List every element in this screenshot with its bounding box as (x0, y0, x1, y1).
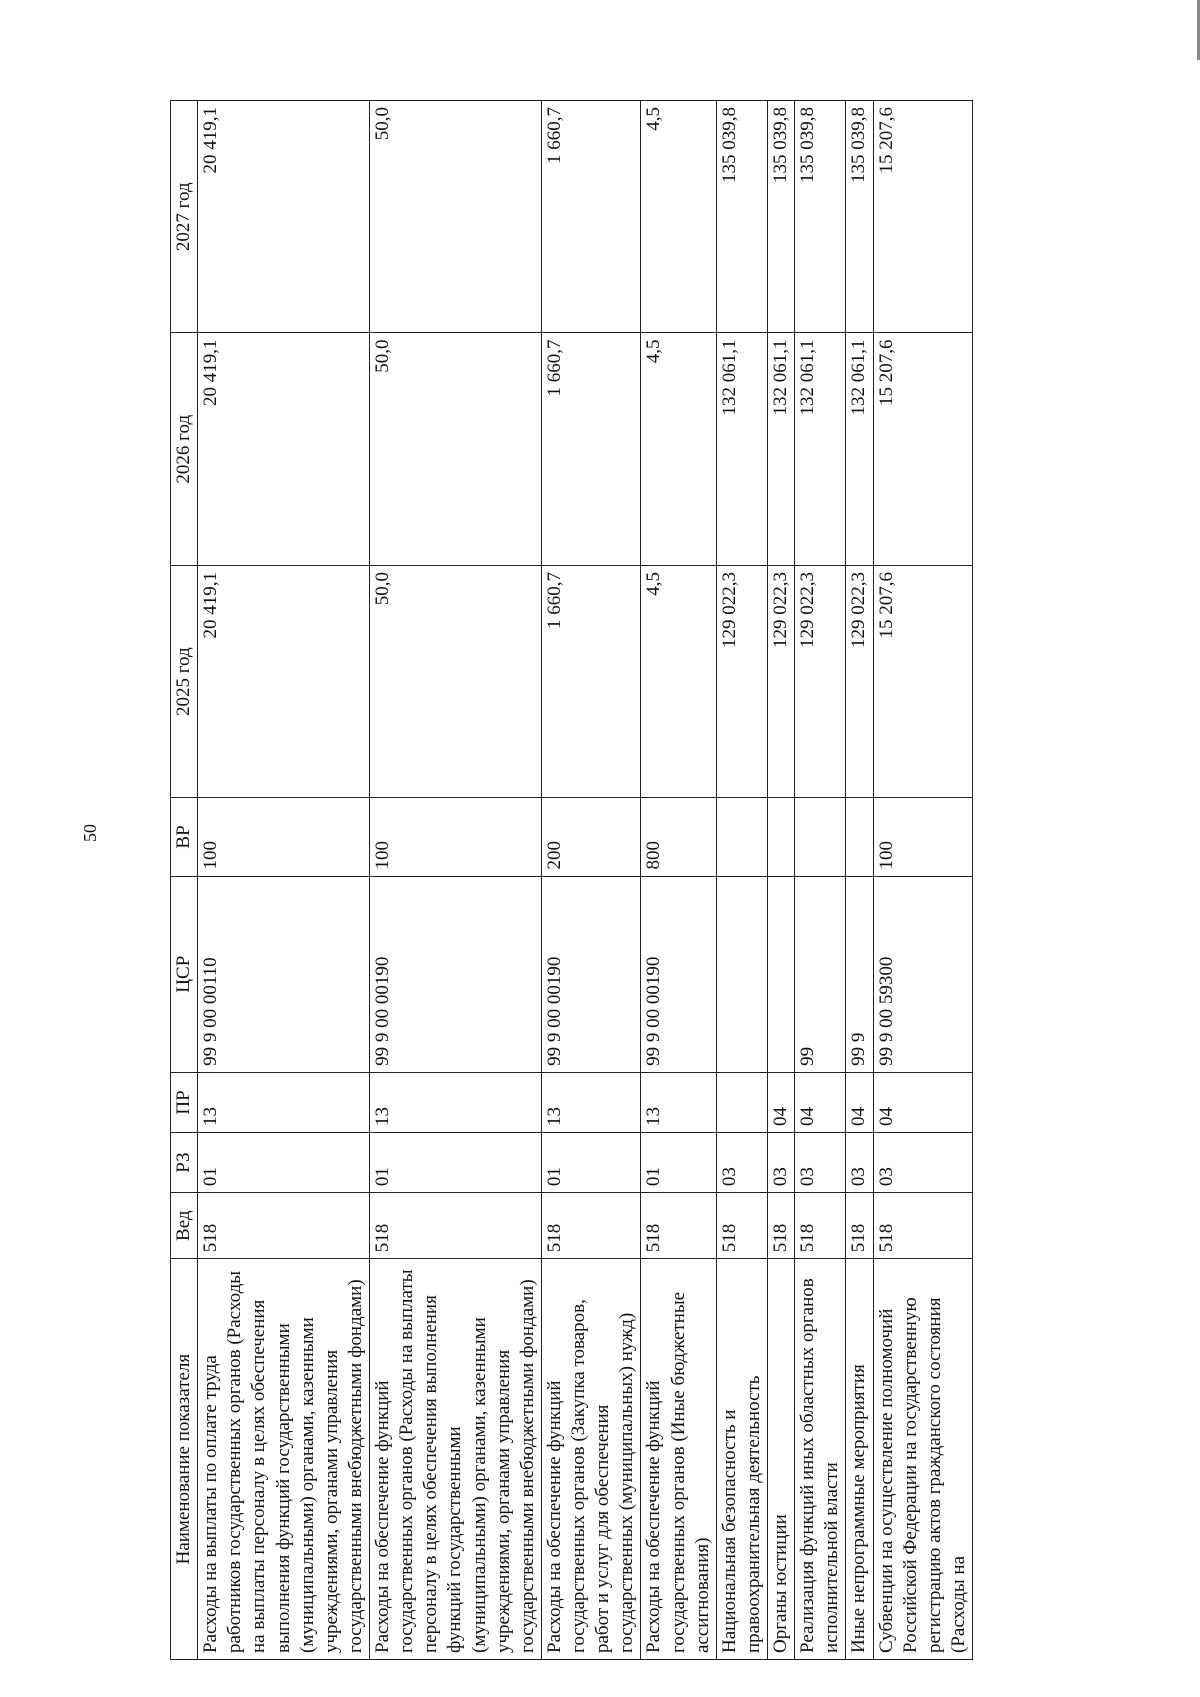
table-row (641, 101, 716, 1660)
row-rz: 03 (795, 1133, 846, 1193)
row-vr: 100 (198, 798, 370, 876)
row-name: Реализация функций иных областных органов исполнительной власти (795, 1259, 846, 1660)
row-vr (795, 798, 846, 876)
row-2027: 1 660,7 (541, 101, 641, 334)
row-pr: 04 (795, 1072, 846, 1132)
row-2026: 20 419,1 (198, 333, 370, 565)
rotated-table-container (170, 100, 1040, 1660)
header-pr: ПР (171, 1072, 198, 1132)
row-pr: 13 (370, 1072, 542, 1132)
row-ved: 518 (716, 1193, 767, 1259)
row-2027: 135 039,8 (768, 101, 795, 334)
row-name: Расходы на обеспечение функций государственных органов (Расходы на выплаты персоналу в целях обеспечения выполнения функций государственными (муниципальными) органами, казенными учреждениями, органами управления государственными внебюджетными фондами) (370, 1259, 542, 1660)
table-row (795, 101, 846, 1660)
row-ved: 518 (370, 1193, 542, 1259)
table-header-row (171, 101, 198, 1660)
row-csr: 99 9 00 00190 (541, 876, 641, 1072)
row-vr: 800 (641, 798, 716, 876)
header-2025: 2025 год (171, 565, 198, 797)
row-ved: 518 (641, 1193, 716, 1259)
row-2027: 135 039,8 (795, 101, 846, 334)
header-2027: 2027 год (171, 101, 198, 334)
row-2026: 132 061,1 (795, 333, 846, 565)
row-2027: 50,0 (370, 101, 542, 334)
row-2026: 132 061,1 (768, 333, 795, 565)
row-vr: 100 (370, 798, 542, 876)
row-2026: 4,5 (641, 333, 716, 565)
row-name: Расходы на выплаты по оплате труда работников государственных органов (Расходы на выплаты персоналу в целях обеспечения выполнения функций государственными (муниципальными) органами, казенными учреждениями, органами управления государственными внебюджетными фондами) (198, 1259, 370, 1660)
header-csr: ЦСР (171, 876, 198, 1072)
row-2027: 135 039,8 (716, 101, 767, 334)
row-2027: 4,5 (641, 101, 716, 334)
row-rz: 03 (768, 1133, 795, 1193)
row-pr: 04 (846, 1072, 873, 1132)
row-2026: 50,0 (370, 333, 542, 565)
row-pr: 13 (641, 1072, 716, 1132)
row-name: Расходы на обеспечение функций государственных органов (Закупка товаров, работ и услуг для обеспечения государственных (муниципальных) нужд) (541, 1259, 641, 1660)
table-row (541, 101, 641, 1660)
row-pr: 04 (768, 1072, 795, 1132)
row-pr: 13 (198, 1072, 370, 1132)
row-pr: 04 (873, 1072, 973, 1132)
row-name: Субвенции на осуществление полномочий Российской Федерации на государственную регистрацию актов гражданского состояния (Расходы на (873, 1259, 973, 1660)
row-2026: 15 207,6 (873, 333, 973, 565)
page-number: 50 (80, 824, 100, 842)
table-row (846, 101, 873, 1660)
row-csr: 99 9 (846, 876, 873, 1072)
row-vr: 100 (873, 798, 973, 876)
row-ved: 518 (198, 1193, 370, 1259)
header-name: Наименование показателя (171, 1259, 198, 1660)
row-csr: 99 9 00 00190 (370, 876, 542, 1072)
header-vr: ВР (171, 798, 198, 876)
row-rz: 01 (641, 1133, 716, 1193)
table-row (370, 101, 542, 1660)
row-2027: 20 419,1 (198, 101, 370, 334)
row-ved: 518 (768, 1193, 795, 1259)
table-row (768, 101, 795, 1660)
row-vr (716, 798, 767, 876)
row-2025: 129 022,3 (795, 565, 846, 797)
row-csr (768, 876, 795, 1072)
table-row (873, 101, 973, 1660)
row-csr: 99 9 00 59300 (873, 876, 973, 1072)
row-2027: 135 039,8 (846, 101, 873, 334)
row-2025: 1 660,7 (541, 565, 641, 797)
row-2025: 129 022,3 (768, 565, 795, 797)
row-2027: 15 207,6 (873, 101, 973, 334)
row-csr: 99 9 00 00110 (198, 876, 370, 1072)
row-2025: 15 207,6 (873, 565, 973, 797)
row-2025: 4,5 (641, 565, 716, 797)
row-csr: 99 9 00 00190 (641, 876, 716, 1072)
row-rz: 01 (541, 1133, 641, 1193)
table-row (716, 101, 767, 1660)
row-pr: 13 (541, 1072, 641, 1132)
row-vr (768, 798, 795, 876)
row-ved: 518 (541, 1193, 641, 1259)
row-name: Органы юстиции (768, 1259, 795, 1660)
row-rz: 03 (873, 1133, 973, 1193)
row-2026: 1 660,7 (541, 333, 641, 565)
row-2026: 132 061,1 (716, 333, 767, 565)
row-pr (716, 1072, 767, 1132)
row-rz: 01 (198, 1133, 370, 1193)
row-name: Иные непрограммные мероприятия (846, 1259, 873, 1660)
budget-table (170, 100, 973, 1660)
row-2025: 50,0 (370, 565, 542, 797)
header-ved: Вед (171, 1193, 198, 1259)
row-ved: 518 (873, 1193, 973, 1259)
row-2026: 132 061,1 (846, 333, 873, 565)
row-rz: 01 (370, 1133, 542, 1193)
row-ved: 518 (795, 1193, 846, 1259)
row-2025: 20 419,1 (198, 565, 370, 797)
row-2025: 129 022,3 (716, 565, 767, 797)
row-vr (846, 798, 873, 876)
row-csr (716, 876, 767, 1072)
header-2026: 2026 год (171, 333, 198, 565)
row-rz: 03 (846, 1133, 873, 1193)
row-name: Расходы на обеспечение функций государственных органов (Иные бюджетные ассигнования) (641, 1259, 716, 1660)
row-name: Национальная безопасность и правоохранительная деятельность (716, 1259, 767, 1660)
row-ved: 518 (846, 1193, 873, 1259)
row-rz: 03 (716, 1133, 767, 1193)
table-row (198, 101, 370, 1660)
header-rz: РЗ (171, 1133, 198, 1193)
row-csr: 99 (795, 876, 846, 1072)
row-vr: 200 (541, 798, 641, 876)
row-2025: 129 022,3 (846, 565, 873, 797)
